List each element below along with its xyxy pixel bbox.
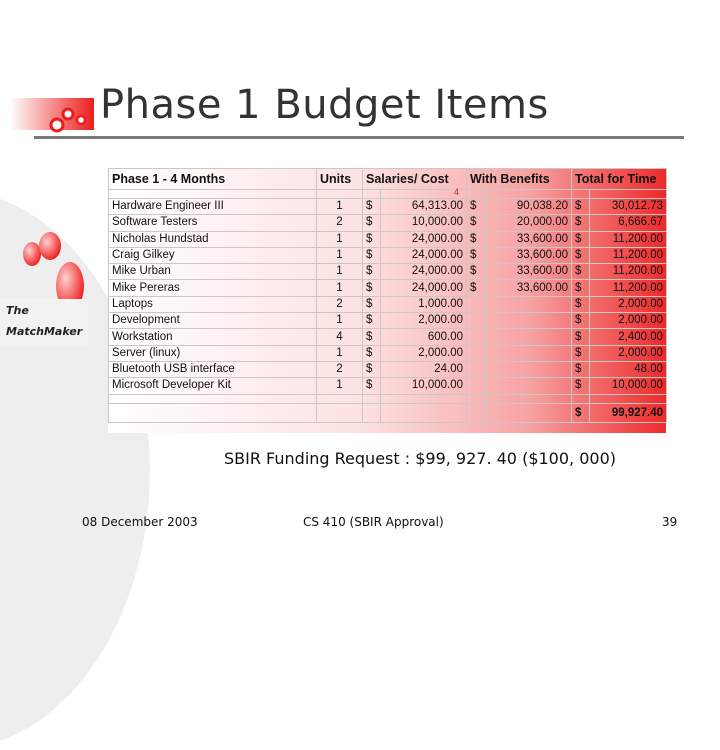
row-total-currency: $ xyxy=(572,199,590,215)
grand-total-value: 99,927.40 xyxy=(590,403,667,422)
footer-page-number: 39 xyxy=(662,515,678,529)
header-item: Phase 1 - 4 Months xyxy=(109,169,317,190)
row-total-currency: $ xyxy=(572,345,590,361)
table-row xyxy=(109,296,667,312)
row-item: Laptops xyxy=(109,296,317,312)
row-total: 2,000.00 xyxy=(590,345,667,361)
row-salary: 64,313.00 xyxy=(381,199,467,215)
row-total-currency: $ xyxy=(572,231,590,247)
grand-total-currency: $ xyxy=(572,403,590,422)
row-benefits xyxy=(485,313,572,329)
row-salary-currency: $ xyxy=(363,361,381,377)
table-row xyxy=(109,313,667,329)
row-item: Microsoft Developer Kit xyxy=(109,378,317,394)
row-units: 1 xyxy=(317,345,363,361)
table-row xyxy=(109,280,667,296)
row-salary: 24,000.00 xyxy=(381,247,467,263)
row-item: Server (linux) xyxy=(109,345,317,361)
row-salary-currency: $ xyxy=(363,264,381,280)
funding-request: SBIR Funding Request : $99, 927. 40 ($100, 000) xyxy=(224,449,616,468)
row-item: Software Testers xyxy=(109,215,317,231)
row-item: Workstation xyxy=(109,329,317,345)
row-salary: 2,000.00 xyxy=(381,313,467,329)
row-units: 1 xyxy=(317,231,363,247)
row-salary-currency: $ xyxy=(363,296,381,312)
row-total-currency: $ xyxy=(572,313,590,329)
slide-title: Phase 1 Budget Items xyxy=(100,82,549,128)
table-row xyxy=(109,361,667,377)
row-salary: 24,000.00 xyxy=(381,280,467,296)
row-item: Development xyxy=(109,313,317,329)
row-salary: 24,000.00 xyxy=(381,231,467,247)
table-row xyxy=(109,264,667,280)
row-salary: 24,000.00 xyxy=(381,264,467,280)
budget-table xyxy=(108,168,666,433)
table-row xyxy=(109,247,667,263)
row-total-currency: $ xyxy=(572,215,590,231)
row-salary: 600.00 xyxy=(381,329,467,345)
matchmaker-brand xyxy=(0,299,88,345)
row-item: Craig Gilkey xyxy=(109,247,317,263)
row-total-currency: $ xyxy=(572,264,590,280)
row-item: Hardware Engineer III xyxy=(109,199,317,215)
row-item: Nicholas Hundstad xyxy=(109,231,317,247)
footer-course: CS 410 (SBIR Approval) xyxy=(303,515,444,529)
row-benefits-currency xyxy=(467,329,485,345)
grand-total-row xyxy=(109,403,667,422)
title-underline xyxy=(34,136,684,139)
row-benefits-currency xyxy=(467,313,485,329)
row-benefits: 33,600.00 xyxy=(485,280,572,296)
row-benefits-currency xyxy=(467,361,485,377)
row-benefits xyxy=(485,378,572,394)
row-benefits-currency xyxy=(467,296,485,312)
row-total: 2,400.00 xyxy=(590,329,667,345)
table-row xyxy=(109,199,667,215)
row-salary-currency: $ xyxy=(363,378,381,394)
row-salary: 2,000.00 xyxy=(381,345,467,361)
row-total: 6,666.67 xyxy=(590,215,667,231)
row-units: 1 xyxy=(317,247,363,263)
row-units: 1 xyxy=(317,264,363,280)
row-salary: 24.00 xyxy=(381,361,467,377)
row-benefits-currency: $ xyxy=(467,247,485,263)
row-total-currency: $ xyxy=(572,361,590,377)
row-units: 2 xyxy=(317,361,363,377)
row-item: Mike Urban xyxy=(109,264,317,280)
row-item: Bluetooth USB interface xyxy=(109,361,317,377)
row-total-currency: $ xyxy=(572,296,590,312)
row-benefits-currency xyxy=(467,378,485,394)
brand-line-2: MatchMaker xyxy=(6,325,83,338)
header-total: Total for Time xyxy=(572,169,667,190)
row-total-currency: $ xyxy=(572,247,590,263)
row-salary: 10,000.00 xyxy=(381,215,467,231)
row-benefits xyxy=(485,296,572,312)
row-salary-currency: $ xyxy=(363,280,381,296)
cell-marker: 4 xyxy=(454,187,460,197)
row-total-currency: $ xyxy=(572,378,590,394)
row-salary: 1,000.00 xyxy=(381,296,467,312)
row-salary-currency: $ xyxy=(363,231,381,247)
row-total: 11,200.00 xyxy=(590,247,667,263)
row-units: 1 xyxy=(317,199,363,215)
row-units: 4 xyxy=(317,329,363,345)
row-total-currency: $ xyxy=(572,329,590,345)
spacer-row xyxy=(109,394,667,403)
row-benefits-currency: $ xyxy=(467,231,485,247)
table-header-row xyxy=(109,169,667,190)
table-row xyxy=(109,231,667,247)
row-salary-currency: $ xyxy=(363,247,381,263)
row-salary-currency: $ xyxy=(363,313,381,329)
footer-date: 08 December 2003 xyxy=(82,515,198,529)
row-benefits: 33,600.00 xyxy=(485,247,572,263)
spacer-row xyxy=(109,190,667,199)
row-total-currency: $ xyxy=(572,280,590,296)
row-total: 10,000.00 xyxy=(590,378,667,394)
row-benefits-currency: $ xyxy=(467,280,485,296)
title-logo-graphic xyxy=(10,92,94,134)
table-row xyxy=(109,378,667,394)
row-units: 2 xyxy=(317,215,363,231)
row-benefits xyxy=(485,329,572,345)
row-salary-currency: $ xyxy=(363,345,381,361)
row-units: 1 xyxy=(317,313,363,329)
row-salary-currency: $ xyxy=(363,329,381,345)
row-benefits: 33,600.00 xyxy=(485,264,572,280)
header-units: Units xyxy=(317,169,363,190)
row-benefits-currency: $ xyxy=(467,264,485,280)
brand-line-1: The xyxy=(6,304,29,317)
row-benefits xyxy=(485,345,572,361)
row-total: 11,200.00 xyxy=(590,280,667,296)
row-benefits: 33,600.00 xyxy=(485,231,572,247)
table-row xyxy=(109,215,667,231)
row-benefits-currency xyxy=(467,345,485,361)
table-row xyxy=(109,345,667,361)
row-salary-currency: $ xyxy=(363,215,381,231)
row-benefits xyxy=(485,361,572,377)
row-benefits-currency: $ xyxy=(467,215,485,231)
row-units: 1 xyxy=(317,378,363,394)
row-total: 11,200.00 xyxy=(590,264,667,280)
row-total: 2,000.00 xyxy=(590,296,667,312)
row-benefits: 20,000.00 xyxy=(485,215,572,231)
row-units: 1 xyxy=(317,280,363,296)
row-total: 2,000.00 xyxy=(590,313,667,329)
header-salaries: Salaries/ Cost xyxy=(363,169,467,190)
row-salary: 10,000.00 xyxy=(381,378,467,394)
header-benefits: With Benefits xyxy=(467,169,572,190)
row-benefits: 90,038.20 xyxy=(485,199,572,215)
row-total: 11,200.00 xyxy=(590,231,667,247)
row-total: 30,012.73 xyxy=(590,199,667,215)
row-benefits-currency: $ xyxy=(467,199,485,215)
row-total: 48.00 xyxy=(590,361,667,377)
row-item: Mike Pereras xyxy=(109,280,317,296)
row-salary-currency: $ xyxy=(363,199,381,215)
table-row xyxy=(109,329,667,345)
row-units: 2 xyxy=(317,296,363,312)
